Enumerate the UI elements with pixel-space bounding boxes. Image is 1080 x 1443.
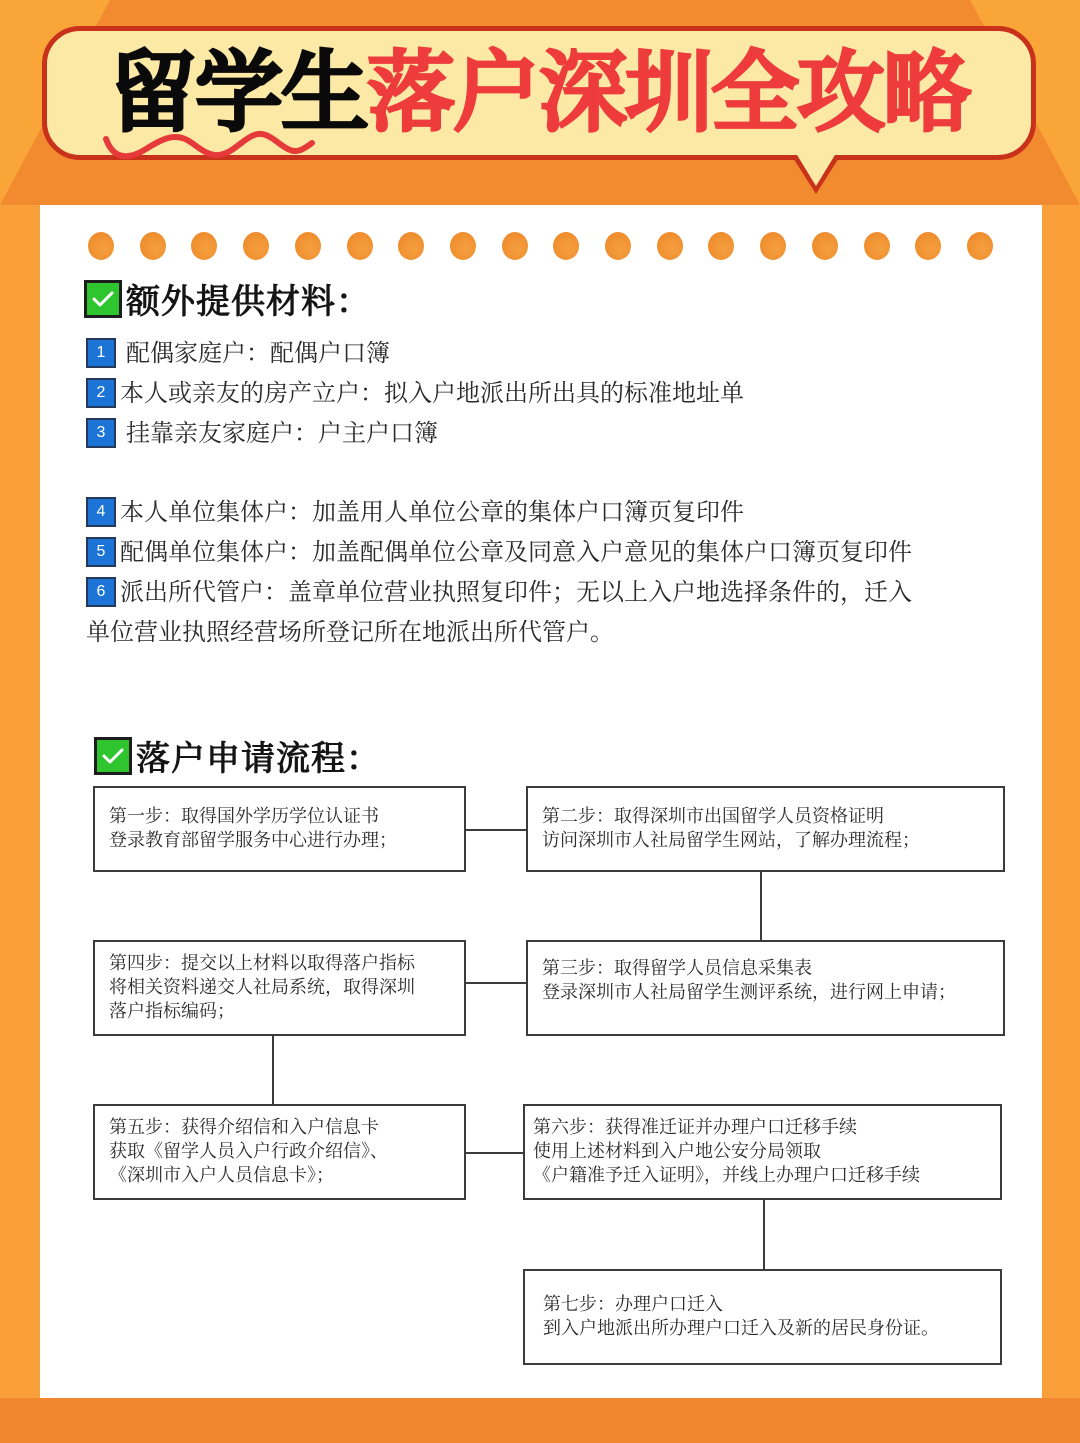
dot-icon [450,232,476,260]
background-right-strip [1042,205,1080,1398]
list-item-text: 本人单位集体户：加盖用人单位公章的集体户口簿页复印件 [120,498,744,526]
list-item-text: 本人或亲友的房产立户：拟入户地派出所出具的标准地址单 [120,379,744,407]
title-red-part: 落户深圳全攻略 [367,41,970,144]
list-item-text: 配偶家庭户：配偶户口簿 [126,339,390,367]
list-item [86,492,1016,532]
list-item [86,572,1016,612]
step-box-3 [526,940,1005,1036]
list-item-text: 派出所代管户：盖章单位营业执照复印件；无以上入户地选择条件的，迁入 [120,578,912,606]
step-detail: 到入户地派出所办理户口迁入及新的居民身份证。 [543,1318,939,1339]
step-detail: 《户籍准予迁入证明》，并线上办理户口迁移手续 [533,1165,920,1186]
dot-icon [915,232,941,260]
dot-icon [191,232,217,260]
title-black-part: 留学生 [108,41,367,144]
list-item-continuation: 单位营业执照经营场所登记所在地派出所代管户。 [86,618,614,646]
squiggle-underline-icon [100,125,330,165]
list-item [86,373,1016,413]
step-box-6 [523,1104,1002,1200]
dot-icon [502,232,528,260]
dot-icon [140,232,166,260]
step-detail: 使用上述材料到入户地公安分局领取 [533,1141,821,1162]
materials-heading [84,274,371,323]
dot-icon [605,232,631,260]
background-left-strip [0,205,40,1398]
number-badge-icon: 6 [86,577,116,607]
materials-list [86,333,1016,652]
dot-icon [347,232,373,260]
step-detail: 《深圳市入户人员信息卡》； [109,1165,334,1186]
list-item-text: 配偶单位集体户：加盖配偶单位公章及同意入户意见的集体户口簿页复印件 [120,538,912,566]
dot-icon [812,232,838,260]
dot-icon [708,232,734,260]
step-detail: 登录深圳市人社局留学生测评系统，进行网上申请； [542,982,956,1003]
decorative-dots-row [88,232,993,260]
dot-icon [398,232,424,260]
number-badge-icon: 5 [86,537,116,567]
step-detail: 登录教育部留学服务中心进行办理； [109,830,397,851]
step-box-5 [93,1104,466,1200]
step-title: 第二步：取得深圳市出国留学人员资格证明 [542,806,884,827]
bubble-tail-fill [794,150,838,186]
list-item-text: 挂靠亲友家庭户：户主户口簿 [126,419,438,447]
check-mark-icon [94,737,132,775]
step-detail: 将相关资料递交人社局系统，取得深圳 [109,977,415,998]
dot-icon [760,232,786,260]
step-title: 第五步：获得介绍信和入户信息卡 [109,1117,379,1138]
number-badge-icon: 2 [86,378,116,408]
step-title: 第三步：取得留学人员信息采集表 [542,958,812,979]
process-heading [94,731,381,780]
list-item [86,333,1016,373]
process-heading-text: 落户申请流程： [136,739,381,779]
list-item [86,532,1016,572]
list-spacer [86,453,1016,492]
dot-icon [967,232,993,260]
dot-icon [553,232,579,260]
step-box-1 [93,786,466,872]
dot-icon [295,232,321,260]
dot-icon [88,232,114,260]
step-box-4 [93,940,466,1036]
step-title: 第六步：获得准迁证并办理户口迁移手续 [533,1117,857,1138]
step-title: 第一步：取得国外学历学位认证书 [109,806,379,827]
step-detail: 落户指标编码； [109,1001,235,1022]
step-box-2 [526,786,1005,872]
number-badge-icon: 1 [86,338,116,368]
dot-icon [243,232,269,260]
dot-icon [864,232,890,260]
number-badge-icon: 3 [86,418,116,448]
step-detail: 获取《留学人员入户行政介绍信》、 [109,1141,388,1162]
step-title: 第四步：提交以上材料以取得落户指标 [109,953,415,974]
page-title [108,41,970,144]
materials-heading-text: 额外提供材料： [126,282,371,322]
step-detail: 访问深圳市人社局留学生网站，了解办理流程； [542,830,920,851]
list-item [86,413,1016,453]
step-box-7 [523,1269,1002,1365]
check-mark-icon [84,280,122,318]
step-title: 第七步：办理户口迁入 [543,1294,723,1315]
background-bottom-band [0,1398,1080,1443]
dot-icon [657,232,683,260]
number-badge-icon: 4 [86,497,116,527]
